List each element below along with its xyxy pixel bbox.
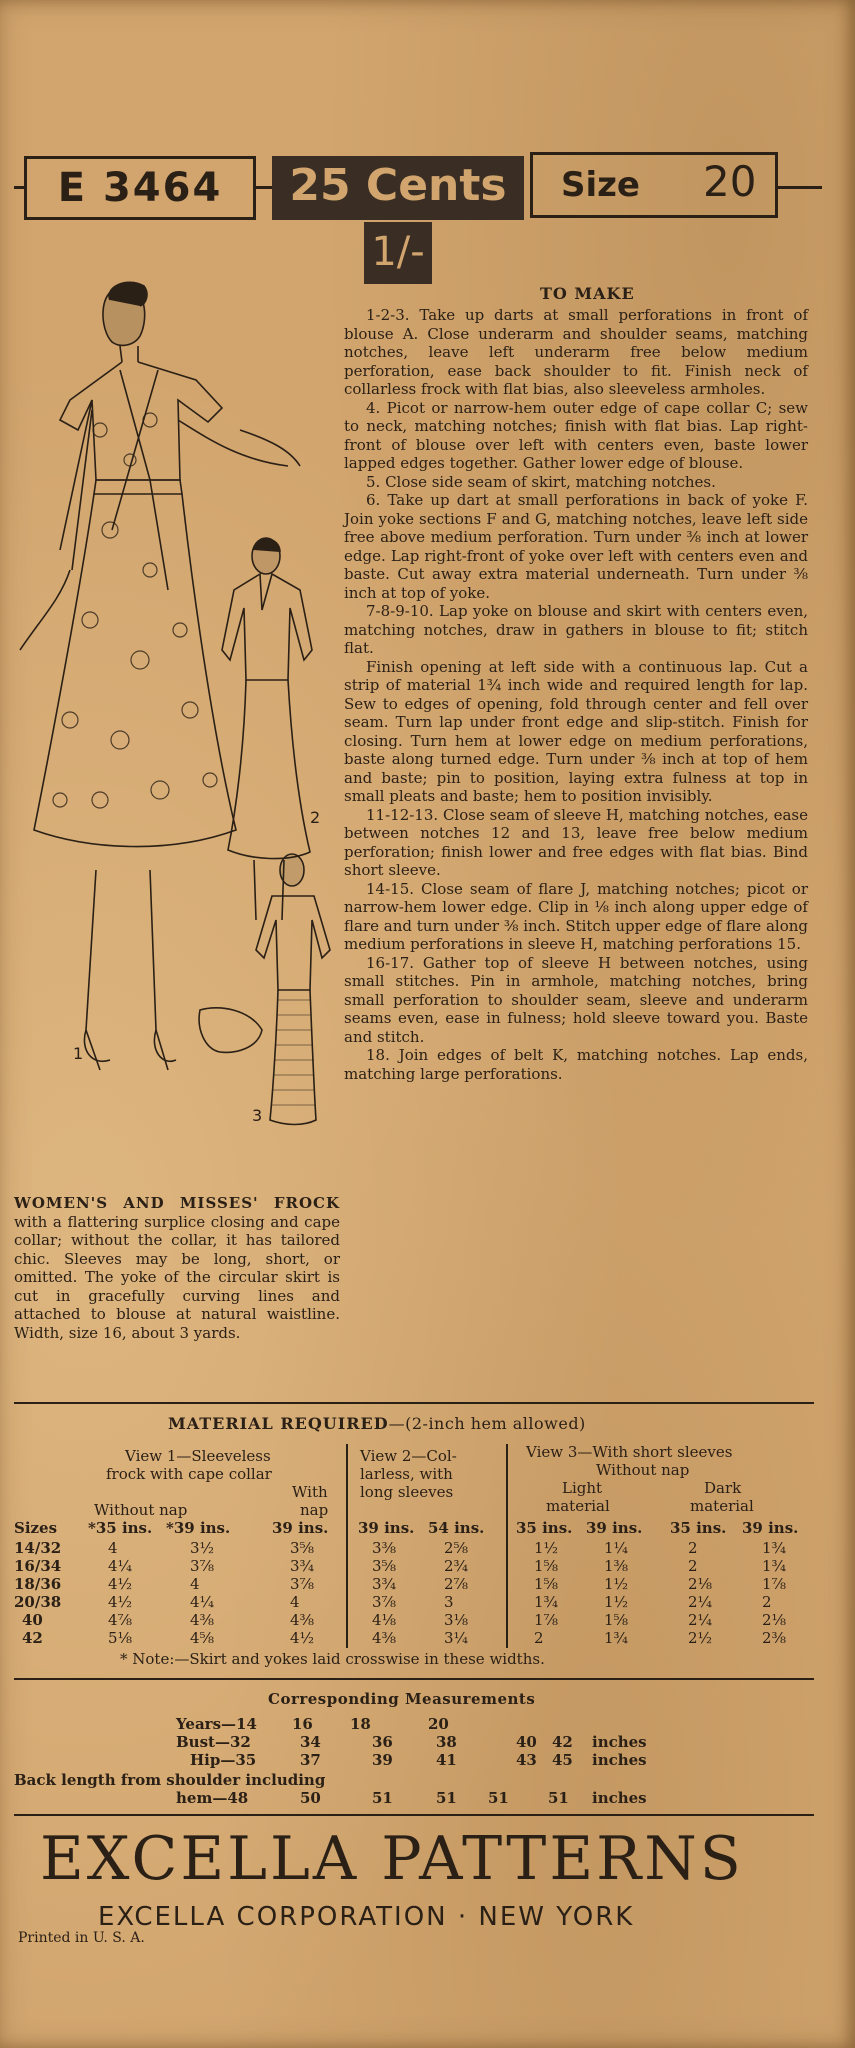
table-cell: 3 (444, 1593, 454, 1611)
view-number-1: 1 (73, 1044, 84, 1063)
to-make-title: TO MAKE (540, 284, 635, 303)
table-cell: 2¼ (688, 1611, 713, 1629)
meas-label-back-length: Back length from shoulder including (14, 1771, 326, 1789)
view-number-3: 3 (252, 1106, 263, 1125)
rule-footer-top (14, 1814, 814, 1816)
table-cell: 2⅝ (444, 1539, 469, 1557)
table-cell: 3⅜ (372, 1539, 397, 1557)
meas-value: 43 (516, 1751, 537, 1769)
table-cell: 1¾ (762, 1539, 787, 1557)
table-cell: 3¾ (372, 1575, 397, 1593)
table-cell: 4¼ (190, 1593, 215, 1611)
view3-dark-material: material (690, 1497, 754, 1515)
view3-light-material: material (546, 1497, 610, 1515)
view3-light: Light (562, 1479, 603, 1497)
col-header: 39 ins. (586, 1519, 643, 1537)
meas-label-bust: Bust—32 (176, 1733, 251, 1751)
table-cell: 1⅞ (534, 1611, 559, 1629)
table-cell: 2 (762, 1593, 772, 1611)
meas-label-years: Years—14 (176, 1715, 257, 1733)
table-cell: 1⅝ (534, 1575, 559, 1593)
meas-value: 42 (552, 1733, 573, 1751)
view1-without-nap: Without nap (94, 1501, 188, 1519)
corporation-line: EXCELLA CORPORATION · NEW YORK (98, 1902, 635, 1932)
view-number-2: 2 (310, 808, 321, 827)
table-cell: 1⅞ (762, 1575, 787, 1593)
measurements-title: Corresponding Measurements (268, 1690, 536, 1708)
material-title-sub: —(2-inch hem allowed) (388, 1414, 586, 1433)
meas-value: 51 (372, 1789, 393, 1807)
step-paragraph: 1-2-3. Take up darts at small perforations in front of blouse A. Close underarm and shoulder seams, matching notches, leave left underarm free below medium perforation, ease back shoulder to fit. Finish neck of collarless frock with flat bias, also sleeveless armholes. (344, 306, 808, 398)
meas-value: 16 (292, 1715, 313, 1733)
table-cell: 3⅝ (372, 1557, 397, 1575)
brand-name: EXCELLA PATTERNS (40, 1824, 744, 1894)
printed-in-note: Printed in U. S. A. (18, 1930, 145, 1946)
step-paragraph: 11-12-13. Close seam of sleeve H, matching notches, ease between notches 12 and 13, leave free below medium perforation; finish lower and free edges with flat bias. Bind short sleeve. (344, 805, 808, 879)
table-cell: 2¼ (688, 1593, 713, 1611)
material-note: * Note:—Skirt and yokes laid crosswise in these widths. (120, 1650, 545, 1668)
size-box (530, 152, 778, 218)
instructions-text (344, 306, 808, 1083)
table-cell: 4½ (108, 1575, 133, 1593)
col-header-sizes: Sizes (14, 1519, 58, 1537)
table-cell-size: 14/32 (14, 1539, 62, 1557)
table-cell: 2½ (688, 1629, 713, 1647)
table-cell-size: 16/34 (14, 1557, 62, 1575)
table-cell: 1¾ (762, 1557, 787, 1575)
view2-head-2: larless, with (360, 1465, 453, 1483)
price-label: 25 Cents (272, 156, 524, 220)
meas-value: 51 (436, 1789, 457, 1807)
meas-value: 39 (372, 1751, 393, 1769)
table-cell: 1⅜ (604, 1557, 629, 1575)
view1-nap: nap (300, 1501, 329, 1519)
table-cell: 1⅝ (534, 1557, 559, 1575)
step-paragraph: 14-15. Close seam of flare J, matching notches; picot or narrow-hem lower edge. Clip in ⅛ inch along upper edge of flare and turn under ⅜ inch. Stitch upper edge of flare along medium perforations in sleeve H, matching perforations 15. (344, 879, 808, 953)
meas-unit: inches (592, 1789, 647, 1807)
meas-value: 18 (350, 1715, 371, 1733)
table-cell-size: 18/36 (14, 1575, 62, 1593)
table-cell: 1⅝ (604, 1611, 629, 1629)
table-cell-size: 40 (22, 1611, 43, 1629)
table-cell: 1¼ (604, 1539, 629, 1557)
meas-label-hem: hem—48 (176, 1789, 249, 1807)
meas-value: 40 (516, 1733, 537, 1751)
view1-head-2: frock with cape collar (106, 1465, 272, 1483)
col-header: 35 ins. (670, 1519, 727, 1537)
table-cell: 3⅞ (290, 1575, 315, 1593)
dress-illustrations (0, 270, 340, 1140)
col-header: *39 ins. (166, 1519, 231, 1537)
meas-label-hip: Hip—35 (190, 1751, 257, 1769)
alt-price-label: 1/- (364, 222, 432, 284)
step-paragraph: 18. Join edges of belt K, matching notches. Lap ends, matching large perforations. (344, 1046, 808, 1083)
table-cell: 3¼ (444, 1629, 469, 1647)
meas-value: 51 (548, 1789, 569, 1807)
step-paragraph: 6. Take up dart at small perforations in back of yoke F. Join yoke sections F and G, matching notches, leave left side free above medium perforation. Turn under ⅜ inch at lower edge. Lap right-front of yoke over left with centers even and baste. Cut away extra material underneath. Turn under ⅜ inch at top of yoke. (344, 491, 808, 602)
table-cell: 3½ (190, 1539, 215, 1557)
table-cell: 1½ (604, 1575, 629, 1593)
table-cell: 4 (290, 1593, 300, 1611)
pattern-description (14, 1194, 340, 1342)
meas-value: 36 (372, 1733, 393, 1751)
step-paragraph: 4. Picot or narrow-hem outer edge of cape collar C; sew to neck, matching notches; finish with flat bias. Lap right-front of blouse over left with centers even, baste lower lapped edges together. Gather lower edge of blouse. (344, 398, 808, 472)
col-header: 35 ins. (516, 1519, 573, 1537)
col-header: *35 ins. (88, 1519, 153, 1537)
table-cell: 1½ (604, 1593, 629, 1611)
view-3-figure (199, 854, 330, 1125)
rule-material-top (14, 1402, 814, 1404)
table-cell: 1½ (534, 1539, 559, 1557)
rule-measurements-top (14, 1678, 814, 1680)
view2-head-1: View 2—Col- (360, 1447, 457, 1465)
table-cell: 4 (108, 1539, 118, 1557)
view3-head-2: Without nap (596, 1461, 690, 1479)
material-title-main: MATERIAL REQUIRED (168, 1414, 389, 1433)
table-cell: 3⅞ (372, 1593, 397, 1611)
table-cell: 4⅜ (372, 1629, 397, 1647)
view2-head-3: long sleeves (360, 1483, 454, 1501)
meas-value: 37 (300, 1751, 321, 1769)
table-cell: 3⅞ (190, 1557, 215, 1575)
step-paragraph: 7-8-9-10. Lap yoke on blouse and skirt with centers even, matching notches, draw in gathers in blouse to fit; stitch flat. (344, 602, 808, 657)
header-rule-right (778, 186, 822, 189)
table-cell: 4⅜ (290, 1611, 315, 1629)
table-cell: 2⅞ (444, 1575, 469, 1593)
table-cell: 4 (190, 1575, 200, 1593)
table-cell: 2⅛ (688, 1575, 713, 1593)
view1-with: With (292, 1483, 328, 1501)
table-cell: 3¾ (290, 1557, 315, 1575)
view3-head-1: View 3—With short sleeves (526, 1443, 733, 1461)
pattern-number: E 3464 (24, 156, 256, 220)
description-lead: WOMEN'S AND MISSES' FROCK (14, 1194, 340, 1212)
step-paragraph: 5. Close side seam of skirt, matching notches. (366, 472, 716, 491)
table-cell: 2 (688, 1557, 698, 1575)
table-cell: 2⅛ (762, 1611, 787, 1629)
meas-unit: inches (592, 1733, 647, 1751)
table-cell: 4½ (108, 1593, 133, 1611)
size-value: 20 (703, 157, 757, 206)
table-cell: 3⅛ (444, 1611, 469, 1629)
table-cell: 4⅞ (108, 1611, 133, 1629)
table-cell: 5⅛ (108, 1629, 133, 1647)
table-cell: 1¾ (534, 1593, 559, 1611)
view3-dark: Dark (704, 1479, 742, 1497)
header-rule-mid (256, 186, 272, 189)
table-cell: 4½ (290, 1629, 315, 1647)
table-cell: 1¾ (604, 1629, 629, 1647)
table-cell: 4⅛ (372, 1611, 397, 1629)
meas-value: 34 (300, 1733, 321, 1751)
material-col-sep-1 (346, 1444, 348, 1648)
table-cell: 2 (534, 1629, 544, 1647)
col-header: 39 ins. (272, 1519, 329, 1537)
material-col-sep-2 (506, 1444, 508, 1648)
table-cell-size: 20/38 (14, 1593, 62, 1611)
size-label: Size (561, 165, 640, 205)
meas-value: 41 (436, 1751, 457, 1769)
table-cell: 2 (688, 1539, 698, 1557)
description-body: with a flattering surplice closing and cape collar; without the collar, it has tailored chic. Sleeves may be long, short, or omitted. The yoke of the circular skirt is cut in gracefully curving lines and attached to blouse at natural waistline. Width, size 16, about 3 yards. (14, 1212, 340, 1342)
col-header: 54 ins. (428, 1519, 485, 1537)
step-paragraph: Finish opening at left side with a continuous lap. Cut a strip of material 1¾ inch wide and required length for lap. Sew to edges of opening, fold through center and fell over seam. Turn lap under front edge and slip-stitch. Finish for closing. Turn hem at lower edge on medium perforations, baste along turned edge. Turn under ⅜ inch at top of hem and baste; pin to position, laying extra fulness at top in small pleats and baste; hem to position invisibly. (344, 657, 808, 805)
material-title (168, 1414, 586, 1433)
col-header: 39 ins. (358, 1519, 415, 1537)
meas-unit: inches (592, 1751, 647, 1769)
step-paragraph: 16-17. Gather top of sleeve H between notches, using small stitches. Pin in armhole, matching notches, bring small perforation to shoulder seam, sleeve and underarm seams even, ease in fulness; hold sleeve toward you. Baste and stitch. (344, 953, 808, 1046)
meas-value: 45 (552, 1751, 573, 1769)
col-header: 39 ins. (742, 1519, 799, 1537)
meas-value: 50 (300, 1789, 321, 1807)
view1-head-1: View 1—Sleeveless (125, 1447, 271, 1465)
table-cell: 4⅝ (190, 1629, 215, 1647)
table-cell: 4⅜ (190, 1611, 215, 1629)
meas-value: 51 (488, 1789, 509, 1807)
meas-value: 20 (428, 1715, 449, 1733)
table-cell: 3⅝ (290, 1539, 315, 1557)
meas-value: 38 (436, 1733, 457, 1751)
table-cell: 2⅜ (762, 1629, 787, 1647)
table-cell: 4¼ (108, 1557, 133, 1575)
table-cell: 2¾ (444, 1557, 469, 1575)
table-cell-size: 42 (22, 1629, 43, 1647)
